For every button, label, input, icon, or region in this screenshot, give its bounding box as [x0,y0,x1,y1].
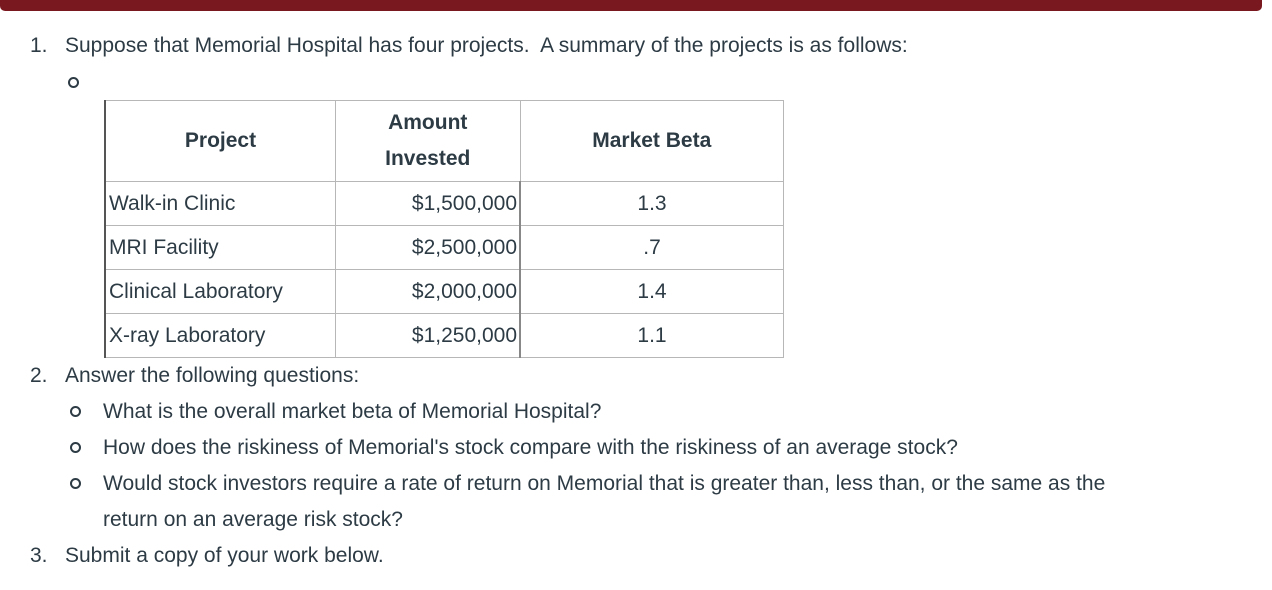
cell-beta: .7 [520,226,784,270]
cell-beta: 1.3 [520,182,784,226]
table-header-row [105,101,784,182]
bullet-icon [70,442,81,453]
question-2-text: Answer the following questions: [65,364,360,387]
table-row [105,182,784,226]
cell-amount: $1,500,000 [336,182,521,226]
sub-question-3: Would stock investors require a rate of return on Memorial that is greater than, less than, or the same as the [103,472,1106,495]
question-1-number: 1. [30,34,48,57]
header-project: Project [105,101,336,182]
header-amount-line-2: Invested [385,147,471,170]
sub-question-2: How does the riskiness of Memorial's stock compare with the riskiness of an average stock? [103,436,958,459]
cell-project: MRI Facility [105,226,336,270]
bullet-icon [70,406,81,417]
table-row [105,314,784,358]
cell-beta: 1.1 [520,314,784,358]
question-3 [30,538,384,574]
cell-amount: $2,000,000 [336,270,521,314]
projects-table [104,100,784,358]
question-3-text: Submit a copy of your work below. [65,544,384,567]
question-2 [30,358,359,394]
question-3-number: 3. [30,544,48,567]
header-market-beta: Market Beta [520,101,784,182]
bullet-icon [70,478,81,489]
sub-question-3-continued: return on an average risk stock? [103,508,403,531]
cell-amount: $1,250,000 [336,314,521,358]
header-amount-invested [336,101,521,182]
empty-bullet-icon [68,77,79,88]
question-2-number: 2. [30,364,48,387]
sub-question-1: What is the overall market beta of Memorial Hospital? [103,400,602,423]
header-amount-line-1: Amount [388,111,468,134]
cell-project: Walk-in Clinic [105,182,336,226]
cell-beta: 1.4 [520,270,784,314]
table-row [105,270,784,314]
cell-project: Clinical Laboratory [105,270,336,314]
cell-amount: $2,500,000 [336,226,521,270]
question-1-text: Suppose that Memorial Hospital has four projects. A summary of the projects is as follows: [65,34,908,57]
question-1 [30,28,908,64]
cell-project: X-ray Laboratory [105,314,336,358]
table-row [105,226,784,270]
